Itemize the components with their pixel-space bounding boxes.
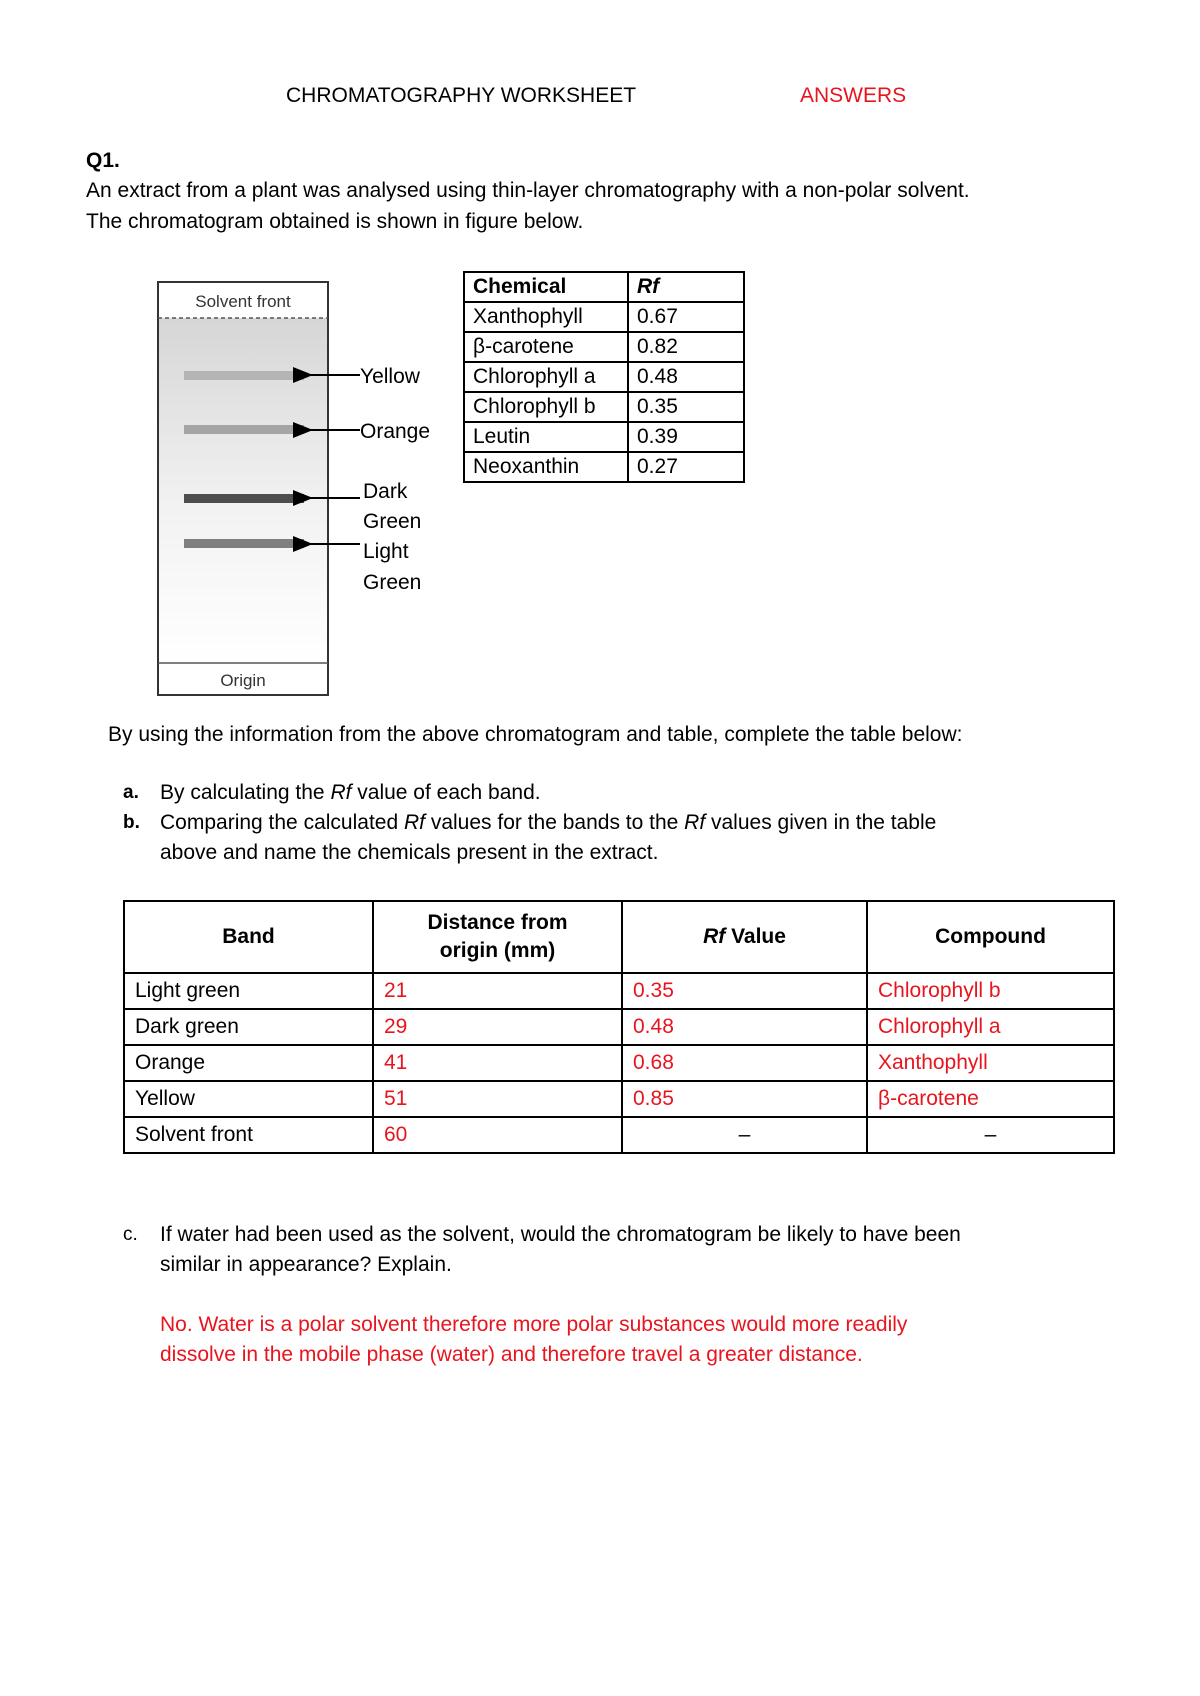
header-rf-value bbox=[622, 901, 867, 973]
item-b-line-2: above and name the chemicals present in the extract. bbox=[160, 841, 659, 864]
answer-row bbox=[124, 1081, 1114, 1117]
compound-name: – bbox=[867, 1117, 1114, 1153]
rf-value: – bbox=[622, 1117, 867, 1153]
compound-name: Chlorophyll b bbox=[867, 973, 1114, 1009]
reference-row bbox=[464, 332, 744, 362]
reference-header-row bbox=[464, 272, 744, 302]
instructions-lead: By using the information from the above chromatogram and table, complete the table below: bbox=[108, 723, 963, 746]
dark-green-band bbox=[184, 494, 304, 503]
compound-name: β-carotene bbox=[867, 1081, 1114, 1117]
light-green-label: Green bbox=[363, 571, 422, 594]
distance-value: 21 bbox=[373, 973, 622, 1009]
rf-symbol: Rf bbox=[684, 811, 706, 834]
band-name: Light green bbox=[124, 973, 373, 1009]
item-c-answer-line-2: dissolve in the mobile phase (water) and therefore travel a greater distance. bbox=[160, 1343, 863, 1366]
intro-line-2: The chromatogram obtained is shown in figure below. bbox=[86, 210, 584, 233]
reference-chemical: Chlorophyll b bbox=[464, 392, 628, 422]
item-b-text-1: Comparing the calculated bbox=[160, 811, 404, 834]
reference-row bbox=[464, 392, 744, 422]
reference-header-rf bbox=[628, 272, 744, 302]
header-distance-line-2: origin (mm) bbox=[439, 939, 556, 962]
reference-row bbox=[464, 302, 744, 332]
answer-table bbox=[123, 900, 1115, 1154]
header-compound: Compound bbox=[867, 901, 1114, 973]
reference-rf: 0.39 bbox=[628, 422, 744, 452]
worksheet-title: CHROMATOGRAPHY WORKSHEET bbox=[286, 84, 637, 107]
rf-symbol: Rf bbox=[637, 275, 660, 298]
band-name: Orange bbox=[124, 1045, 373, 1081]
reference-rf: 0.67 bbox=[628, 302, 744, 332]
reference-rf: 0.27 bbox=[628, 452, 744, 482]
rf-value: 0.48 bbox=[622, 1009, 867, 1045]
band-name: Dark green bbox=[124, 1009, 373, 1045]
reference-chemical: Xanthophyll bbox=[464, 302, 628, 332]
rf-value: 0.85 bbox=[622, 1081, 867, 1117]
item-b-marker: b. bbox=[123, 812, 140, 833]
dark-green-label: Green bbox=[363, 510, 422, 533]
header-distance-line-1: Distance from bbox=[427, 911, 568, 934]
answer-header-row bbox=[124, 901, 1114, 973]
reference-header-chemical: Chemical bbox=[464, 272, 628, 302]
plate-background bbox=[158, 318, 328, 663]
header-band: Band bbox=[124, 901, 373, 973]
answer-row bbox=[124, 973, 1114, 1009]
header-rf-suffix: Value bbox=[725, 925, 786, 948]
dark-label: Dark bbox=[363, 480, 408, 503]
item-b-text bbox=[160, 808, 936, 838]
yellow-label: Yellow bbox=[360, 365, 420, 388]
band-name: Yellow bbox=[124, 1081, 373, 1117]
intro-line-1: An extract from a plant was analysed using thin-layer chromatography with a non-polar solvent. bbox=[86, 179, 970, 202]
distance-value: 60 bbox=[373, 1117, 622, 1153]
distance-value: 51 bbox=[373, 1081, 622, 1117]
rf-value: 0.68 bbox=[622, 1045, 867, 1081]
compound-name: Xanthophyll bbox=[867, 1045, 1114, 1081]
reference-chemical: β-carotene bbox=[464, 332, 628, 362]
reference-rf: 0.82 bbox=[628, 332, 744, 362]
item-c-line-2: similar in appearance? Explain. bbox=[160, 1253, 452, 1276]
reference-row bbox=[464, 452, 744, 482]
rf-symbol: Rf bbox=[403, 811, 425, 834]
reference-rf-table bbox=[463, 271, 745, 483]
reference-chemical: Leutin bbox=[464, 422, 628, 452]
rf-symbol: Rf bbox=[330, 781, 352, 804]
item-b-text-2: values for the bands to the bbox=[424, 811, 685, 834]
band-name: Solvent front bbox=[124, 1117, 373, 1153]
distance-value: 29 bbox=[373, 1009, 622, 1045]
item-c-marker: c. bbox=[123, 1224, 138, 1245]
question-number: Q1. bbox=[86, 149, 120, 172]
chromatogram-figure bbox=[150, 280, 460, 700]
answer-row bbox=[124, 1009, 1114, 1045]
item-a-text-1: By calculating the bbox=[160, 781, 331, 804]
item-a-marker: a. bbox=[123, 782, 139, 803]
reference-rf: 0.35 bbox=[628, 392, 744, 422]
reference-rf: 0.48 bbox=[628, 362, 744, 392]
header-distance bbox=[373, 901, 622, 973]
reference-row bbox=[464, 422, 744, 452]
item-a-text bbox=[160, 778, 541, 808]
yellow-band bbox=[184, 371, 304, 380]
solvent-front-label: Solvent front bbox=[195, 292, 291, 311]
reference-chemical: Neoxanthin bbox=[464, 452, 628, 482]
orange-label: Orange bbox=[360, 420, 431, 443]
rf-value: 0.35 bbox=[622, 973, 867, 1009]
light-green-band bbox=[184, 539, 304, 548]
compound-name: Chlorophyll a bbox=[867, 1009, 1114, 1045]
item-b-text-3: values given in the table bbox=[705, 811, 937, 834]
orange-band bbox=[184, 425, 304, 434]
light-label: Light bbox=[363, 540, 409, 563]
reference-chemical: Chlorophyll a bbox=[464, 362, 628, 392]
item-c-answer-line-1: No. Water is a polar solvent therefore more polar substances would more readily bbox=[160, 1313, 908, 1336]
item-c-line-1: If water had been used as the solvent, would the chromatogram be likely to have been bbox=[160, 1223, 961, 1246]
origin-label: Origin bbox=[220, 671, 266, 690]
reference-row bbox=[464, 362, 744, 392]
rf-symbol: Rf bbox=[703, 925, 726, 948]
answer-row bbox=[124, 1045, 1114, 1081]
answers-label: ANSWERS bbox=[800, 84, 907, 107]
answer-row bbox=[124, 1117, 1114, 1153]
distance-value: 41 bbox=[373, 1045, 622, 1081]
item-a-text-2: value of each band. bbox=[351, 781, 541, 804]
